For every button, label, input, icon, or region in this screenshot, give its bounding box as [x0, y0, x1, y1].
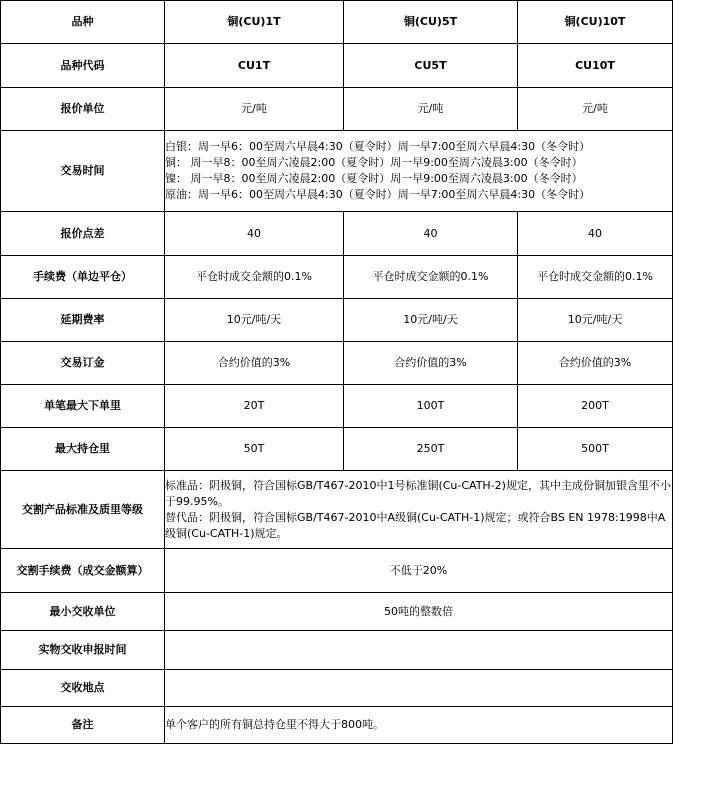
spread-cell: 40 — [165, 212, 344, 256]
unit-cell: 元/吨 — [344, 88, 518, 131]
row-label-delivery-fee: 交割手续费（成交金额算） — [1, 549, 165, 593]
trading-hours-line: 镍： 周一早8：00至周六凌晨2:00（夏令时）周一早9:00至周六凌晨3:00（冬令时） — [165, 172, 583, 185]
row-overnight — [1, 299, 673, 342]
unit-cell: 元/吨 — [165, 88, 344, 131]
standard-cell — [165, 471, 673, 549]
row-label-unit: 报价单位 — [1, 88, 165, 131]
row-margin — [1, 342, 673, 385]
overnight-cell: 10元/吨/天 — [518, 299, 673, 342]
margin-cell: 合约价值的3% — [344, 342, 518, 385]
row-hours — [1, 131, 673, 212]
overnight-cell: 10元/吨/天 — [344, 299, 518, 342]
row-code — [1, 44, 673, 88]
delivery-fee-cell: 不低于20% — [165, 549, 673, 593]
trading-hours-cell — [165, 131, 673, 212]
max-order-cell: 100T — [344, 385, 518, 428]
unit-cell: 元/吨 — [518, 88, 673, 131]
standard-paragraph: 替代品：阴极铜，符合国标GB/T467-2010中A级铜(Cu-CATH-1)规定；或符合BS EN 1978:1998中A级铜(Cu-CATH-1)规定。 — [165, 510, 666, 540]
product-header: 铜(CU)1T — [165, 1, 344, 44]
remarks-cell: 单个客户的所有铜总持仓里不得大于800吨。 — [165, 707, 673, 744]
row-label-fee: 手续费（单边平仓） — [1, 256, 165, 299]
row-label-product: 品种 — [1, 1, 165, 44]
delivery-place-cell — [165, 670, 673, 707]
row-label-spread: 报价点差 — [1, 212, 165, 256]
row-label-standard: 交割产品标准及质里等级 — [1, 471, 165, 549]
row-remarks — [1, 707, 673, 744]
row-product — [1, 1, 673, 44]
fee-cell: 平仓时成交金额的0.1% — [165, 256, 344, 299]
row-label-overnight: 延期费率 — [1, 299, 165, 342]
row-unit — [1, 88, 673, 131]
max-order-cell: 20T — [165, 385, 344, 428]
row-standard — [1, 471, 673, 549]
standard-paragraph: 标准品：阴极铜，符合国标GB/T467-2010中1号标准铜(Cu-CATH-2)规定，其中主成份铜加银含里不小于99.95%。 — [165, 478, 671, 508]
trading-hours-line: 原油：周一早6：00至周六早晨4:30（夏令时）周一早7:00至周六早晨4:30（冬令时） — [165, 188, 591, 201]
trading-hours-line: 白银：周一早6：00至周六早晨4:30（夏令时）周一早7:00至周六早晨4:30（冬令时） — [165, 140, 591, 153]
row-fee — [1, 256, 673, 299]
max-order-cell: 200T — [518, 385, 673, 428]
delivery-time-cell — [165, 631, 673, 670]
row-delivery-fee — [1, 549, 673, 593]
fee-cell: 平仓时成交金额的0.1% — [518, 256, 673, 299]
row-max-position — [1, 428, 673, 471]
product-header: 铜(CU)10T — [518, 1, 673, 44]
row-label-margin: 交易订金 — [1, 342, 165, 385]
row-label-code: 品种代码 — [1, 44, 165, 88]
row-label-max-position: 最大持仓里 — [1, 428, 165, 471]
margin-cell: 合约价值的3% — [518, 342, 673, 385]
row-label-hours: 交易时间 — [1, 131, 165, 212]
row-label-max-order: 单笔最大下单里 — [1, 385, 165, 428]
overnight-cell: 10元/吨/天 — [165, 299, 344, 342]
code-cell: CU5T — [344, 44, 518, 88]
spread-cell: 40 — [344, 212, 518, 256]
row-delivery-time — [1, 631, 673, 670]
code-cell: CU10T — [518, 44, 673, 88]
row-label-min-delivery: 最小交收单位 — [1, 593, 165, 631]
max-position-cell: 50T — [165, 428, 344, 471]
product-header: 铜(CU)5T — [344, 1, 518, 44]
min-delivery-cell: 50吨的整数倍 — [165, 593, 673, 631]
fee-cell: 平仓时成交金额的0.1% — [344, 256, 518, 299]
row-label-remarks: 备注 — [1, 707, 165, 744]
spread-cell: 40 — [518, 212, 673, 256]
row-max-order — [1, 385, 673, 428]
code-cell: CU1T — [165, 44, 344, 88]
row-min-delivery — [1, 593, 673, 631]
max-position-cell: 250T — [344, 428, 518, 471]
row-label-delivery-place: 交收地点 — [1, 670, 165, 707]
row-spread — [1, 212, 673, 256]
max-position-cell: 500T — [518, 428, 673, 471]
row-delivery-place — [1, 670, 673, 707]
row-label-delivery-time: 实物交收申报时间 — [1, 631, 165, 670]
margin-cell: 合约价值的3% — [165, 342, 344, 385]
trading-hours-line: 铜： 周一早8：00至周六凌晨2:00（夏令时）周一早9:00至周六凌晨3:00（冬令时） — [165, 156, 583, 169]
